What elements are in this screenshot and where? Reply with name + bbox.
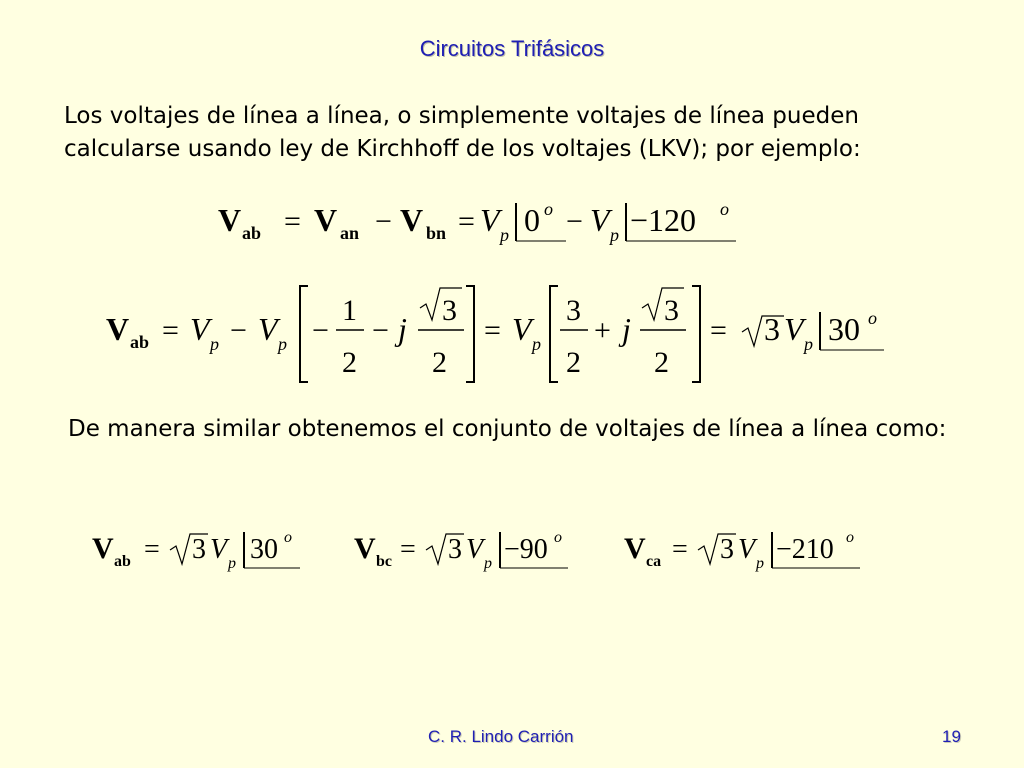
svg-text:3: 3	[664, 294, 679, 327]
equation-vca-result	[620, 522, 870, 578]
paragraph-similar: De manera similar obtenemos el conjunto de voltajes de línea a línea como:	[68, 416, 947, 442]
slide-title: Circuitos Trifásicos	[419, 36, 605, 61]
svg-text:p: p	[804, 334, 813, 354]
svg-text:−: −	[230, 314, 247, 347]
svg-text:p: p	[532, 334, 541, 354]
svg-text:V: V	[258, 311, 278, 347]
svg-text:1: 1	[342, 294, 357, 327]
eq1-angle-120: −120	[630, 202, 697, 238]
svg-text:2: 2	[654, 346, 669, 379]
svg-text:o: o	[284, 529, 292, 546]
svg-text:V: V	[92, 532, 114, 565]
eq1-v-ab: V	[218, 202, 242, 238]
svg-text:=: =	[400, 534, 416, 565]
svg-text:−: −	[372, 314, 389, 347]
svg-text:ab: ab	[130, 332, 150, 352]
svg-text:o: o	[720, 199, 729, 219]
svg-text:30: 30	[250, 534, 278, 565]
svg-text:−: −	[566, 205, 583, 238]
svg-text:o: o	[544, 199, 553, 219]
svg-text:=: =	[284, 205, 301, 238]
svg-text:V: V	[512, 311, 532, 347]
svg-text:V: V	[466, 534, 484, 565]
svg-text:2: 2	[342, 346, 357, 379]
svg-text:ab: ab	[114, 553, 131, 570]
svg-text:=: =	[484, 314, 501, 347]
equation-vab-expanded	[100, 280, 900, 390]
svg-text:o: o	[554, 529, 562, 546]
eq2-result-angle: 30	[828, 311, 860, 347]
eq2-result-coef: 3	[764, 311, 780, 347]
svg-text:V: V	[210, 534, 228, 565]
equation-vab-result	[88, 522, 318, 578]
eq1-angle-0: 0	[524, 202, 540, 238]
svg-text:3: 3	[566, 294, 581, 327]
svg-text:p: p	[756, 555, 764, 572]
svg-text:3: 3	[448, 534, 462, 565]
svg-text:bc: bc	[376, 553, 392, 570]
svg-text:V: V	[590, 202, 610, 238]
svg-text:2: 2	[566, 346, 581, 379]
page-number: 19	[942, 727, 961, 746]
equation-vbc-result	[350, 522, 580, 578]
eq1-v-an: V	[314, 202, 338, 238]
svg-text:o: o	[868, 308, 877, 328]
svg-text:3: 3	[720, 534, 734, 565]
svg-text:p: p	[500, 225, 509, 245]
svg-text:=: =	[458, 205, 475, 238]
svg-text:o: o	[846, 529, 854, 546]
svg-text:2: 2	[432, 346, 447, 379]
svg-text:p: p	[278, 334, 287, 354]
svg-text:j: j	[622, 311, 631, 347]
svg-text:p: p	[228, 555, 236, 572]
svg-text:p: p	[210, 334, 219, 354]
svg-text:3: 3	[442, 294, 457, 327]
svg-text:=: =	[672, 534, 688, 565]
svg-text:+: +	[594, 314, 611, 347]
svg-text:V: V	[738, 534, 756, 565]
svg-text:V: V	[106, 311, 130, 347]
svg-text:−: −	[375, 205, 392, 238]
svg-text:p: p	[610, 225, 619, 245]
svg-text:−210: −210	[776, 534, 834, 565]
svg-text:V: V	[190, 311, 210, 347]
svg-text:bn: bn	[426, 223, 447, 243]
svg-text:=: =	[144, 534, 160, 565]
svg-text:j: j	[398, 311, 407, 347]
svg-text:V: V	[354, 532, 376, 565]
eq1-v-bn: V	[400, 202, 424, 238]
svg-text:3: 3	[192, 534, 206, 565]
svg-text:−90: −90	[504, 534, 548, 565]
svg-text:=: =	[162, 314, 179, 347]
svg-text:−: −	[312, 314, 329, 347]
svg-text:ab: ab	[242, 223, 262, 243]
svg-text:ca: ca	[646, 553, 662, 570]
svg-text:V: V	[480, 202, 500, 238]
svg-text:V: V	[624, 532, 646, 565]
svg-text:p: p	[484, 555, 492, 572]
footer-author: C. R. Lindo Carrión	[428, 727, 574, 746]
svg-text:an: an	[340, 223, 360, 243]
svg-text:V: V	[784, 311, 804, 347]
equation-vab-kvl	[210, 195, 750, 255]
svg-text:=: =	[710, 314, 727, 347]
paragraph-intro: Los voltajes de línea a línea, o simplemente voltajes de línea pueden calcularse usando ley de Kirchhoff de los voltajes (LKV); por ejemplo:	[64, 103, 861, 162]
